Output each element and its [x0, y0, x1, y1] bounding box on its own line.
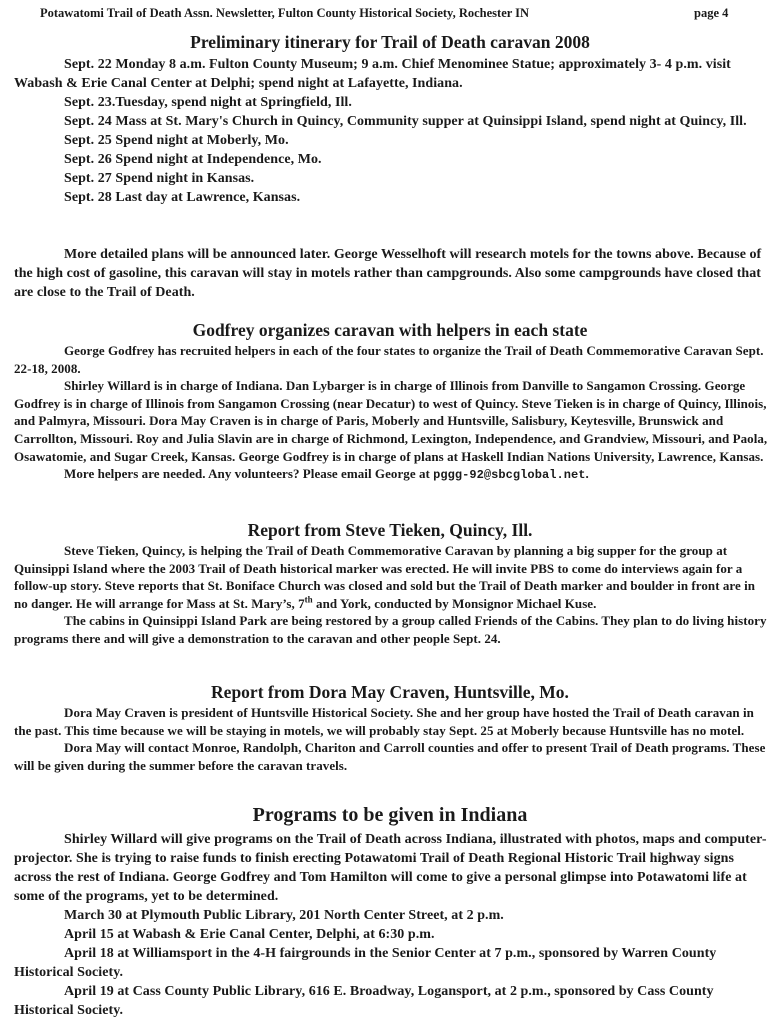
programs-intro: Shirley Willard will give programs on the Trail of Death across Indiana, illustrated with photos, maps and computer-projector. She is trying to raise funds to finish erecting Potawatomi Trail of Death Regional Historic Trail highway signs across the rest of Indiana. George Godfrey and Tom Hamilton will come to give a personal glimpse into Potawatomi life at some of the programs, yet to be determined. — [14, 832, 767, 904]
page-header — [40, 6, 740, 26]
itinerary-note-text: More detailed plans will be announced later. George Wesselhoft will research motels for the towns above. Because of the high cost of gasoline, this caravan will stay in motels rather than campgrounds. Also some campgrounds have closed that are close to the Trail of Death. — [14, 247, 762, 300]
itinerary-item: Sept. 25 Spend night at Moberly, Mo. — [64, 133, 289, 148]
craven-heading: Report from Dora May Craven, Huntsville, Mo. — [211, 682, 569, 702]
itinerary-heading: Preliminary itinerary for Trail of Death caravan 2008 — [190, 32, 590, 52]
craven-article — [0, 704, 780, 774]
program-item: April 15 at Wabash & Erie Canal Center, Delphi, at 6:30 p.m. — [64, 927, 435, 942]
itinerary-item: Sept. 26 Spend night at Independence, Mo. — [64, 152, 322, 167]
itinerary-item: Sept. 22 Monday 8 a.m. Fulton County Museum; 9 a.m. Chief Menominee Statue; approximately 3- 4 p.m. visit Wabash & Erie Canal Center at Delphi; spend night at Lafayette, Indiana. — [14, 57, 731, 91]
programs-heading: Programs to be given in Indiana — [252, 804, 528, 826]
godfrey-heading: Godfrey organizes caravan with helpers in each state — [192, 320, 588, 340]
tieken-paragraph — [0, 542, 780, 612]
itinerary-item: Sept. 23.Tuesday, spend night at Springfield, Ill. — [64, 95, 352, 110]
tieken-text-a: Steve Tieken, Quincy, is helping the Trail of Death Commemorative Caravan by planning a big supper for the group at Quinsippi Island where the 2003 Trail of Death historical marker was erected. He will invite PBS to come do interviews again for a follow-up story. Steve reports that St. Boniface Church was closed and sold but the Trail of Death marker and boulder in front are in no danger. He will arrange for Mass at St. Mary’s, 7 — [14, 543, 756, 611]
itinerary-list — [0, 55, 780, 207]
godfrey-article — [0, 342, 780, 485]
programs-article — [0, 830, 780, 1020]
program-item: April 19 at Cass County Public Library, 616 E. Broadway, Logansport, at 2 p.m., sponsored by Cass County Historical Society. — [14, 984, 714, 1018]
itinerary-item: Sept. 24 Mass at St. Mary's Church in Quincy, Community supper at Quinsippi Island, spend night at Quincy, Ill. — [64, 114, 747, 129]
program-item: April 18 at Williamsport in the 4-H fairgrounds in the Senior Center at 7 p.m., sponsored by Warren County Historical Society. — [14, 946, 717, 980]
newsletter-title: Potawatomi Trail of Death Assn. Newsletter, Fulton County Historical Society, Rochester IN — [40, 6, 530, 20]
tieken-paragraph: The cabins in Quinsippi Island Park are being restored by a group called Friends of the Cabins. They plan to do living history programs there and will give a demonstration to the caravan and other people Sept. 24. — [14, 613, 767, 646]
craven-paragraph: Dora May will contact Monroe, Randolph, Chariton and Carroll counties and offer to present Trail of Death programs. These will be given during the summer before the caravan travels. — [14, 740, 766, 773]
page-number: page 4 — [694, 6, 729, 20]
program-item: March 30 at Plymouth Public Library, 201 North Center Street, at 2 p.m. — [64, 908, 504, 923]
godfrey-end-text: . — [585, 466, 589, 482]
craven-paragraph: Dora May Craven is president of Huntsville Historical Society. She and her group have hosted the Trail of Death caravan in the past. This time because we will be staying in motels, we will probably stay Sept. 25 at Moberly because Huntsville has no motel. — [14, 705, 754, 738]
tieken-text-b: and York, conducted by Monsignor Michael Kuse. — [312, 595, 597, 611]
godfrey-paragraph — [0, 465, 780, 485]
tieken-article — [0, 542, 780, 648]
godfrey-volunteer-text: More helpers are needed. Any volunteers? Please email George at — [64, 466, 434, 482]
itinerary-note — [0, 245, 780, 302]
godfrey-paragraph: George Godfrey has recruited helpers in each of the four states to organize the Trail of Death Commemorative Caravan Sept. 22-18, 2008. — [14, 343, 764, 376]
itinerary-item: Sept. 28 Last day at Lawrence, Kansas. — [64, 190, 301, 205]
email-link[interactable]: pggg-92@sbcglobal.net — [433, 468, 586, 483]
tieken-sup: th — [304, 594, 313, 605]
godfrey-paragraph: Shirley Willard is in charge of Indiana. Dan Lybarger is in charge of Illinois from Danville to Sangamon Crossing. George Godfrey is in charge of Illinois from Sangamon Crossing (near Decatur) to west of Quincy. Steve Tieken is in charge of Quincy, Illinois, and Palmyra, Missouri. Dora May Craven is in charge of Paris, Moberly and Huntsville, Salisbury, Keytesville, Brunswick and Carrollton, Missouri. Roy and Julia Slavin are in charge of Richmond, Lexington, Independence, and Grandview, Missouri, and Paola, Osawatomie, and Sugar Creek, Kansas. George Godfrey is in charge of plans at Haskell Indian Nations University, Lawrence, Kansas. — [14, 378, 768, 464]
itinerary-item: Sept. 27 Spend night in Kansas. — [64, 171, 255, 186]
tieken-heading: Report from Steve Tieken, Quincy, Ill. — [247, 520, 533, 540]
